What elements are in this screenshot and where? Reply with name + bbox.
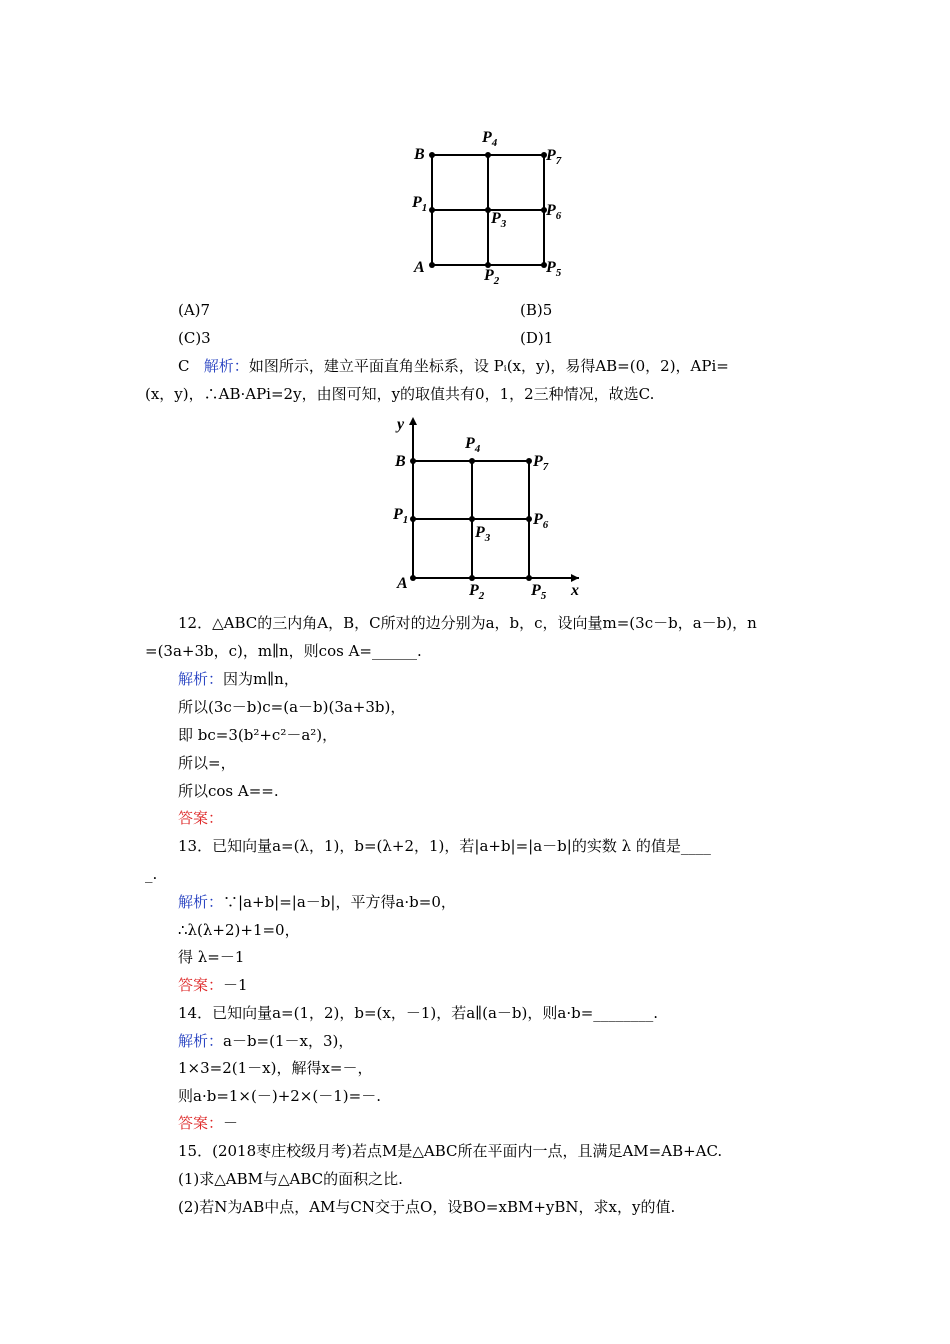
q13-answer: 答案：－1 <box>178 976 248 994</box>
svg-text:P1: $P_1$ <box>412 194 428 214</box>
svg-text:P1: $P_1$ <box>393 506 409 526</box>
q12-step3: 即 bc=3(b²+c²－a²)， <box>178 726 338 744</box>
grid-figure-1 <box>400 125 580 290</box>
svg-text:P3: $P_3$ <box>491 210 507 230</box>
q14-stem: 14．已知向量a=(1，2)，b=(x，－1)，若a∥(a－b)，则a·b=________. <box>178 1004 659 1022</box>
svg-text:P2: $P_2$ <box>469 582 485 602</box>
q12-step1: 解析：因为m∥n， <box>178 670 299 688</box>
svg-text:P7: $P_7$ <box>546 147 562 167</box>
q12-step5: 所以cos A==. <box>178 782 279 800</box>
option-d: (D)1 <box>520 329 554 347</box>
svg-text:P3: $P_3$ <box>475 524 491 544</box>
q15-stem: 15．(2018枣庄校级月考)若点M是△ABC所在平面内一点，且满足AM=AB+AC. <box>178 1142 723 1160</box>
label-B: B <box>414 146 425 163</box>
svg-text:P7: $P_7$ <box>533 453 549 473</box>
q14-step1: 解析：a－b=(1－x，3)， <box>178 1032 354 1050</box>
axis-y: y <box>397 416 405 433</box>
q11-solution-line1: C 解析：如图所示，建立平面直角坐标系，设 Pᵢ(x，y)，易得AB=(0，2)，APi= <box>178 357 729 375</box>
svg-text:P6: $P_6$ <box>546 202 562 222</box>
q13-step3: 得 λ=－1 <box>178 948 245 966</box>
svg-text:A: A <box>397 575 408 592</box>
q12-step2: 所以(3c－b)c=(a－b)(3a+3b)， <box>178 698 406 716</box>
svg-text:P5: $P_5$ <box>546 259 562 279</box>
q12-stem-line2: =(3a+3b，c)，m∥n，则cos A=______. <box>145 642 422 660</box>
svg-text:P4: $P_4$ <box>482 129 498 149</box>
q14-step2: 1×3=2(1－x)，解得x=－， <box>178 1059 373 1077</box>
option-c: (C)3 <box>178 329 211 347</box>
svg-text:P2: $P_2$ <box>484 267 500 287</box>
svg-text:P6: $P_6$ <box>533 511 549 531</box>
q12-stem-line1: 12．△ABC的三内角A，B，C所对的边分别为a，b，c，设向量m=(3c－b，a－b)，n <box>178 614 757 632</box>
q14-answer: 答案：－ <box>178 1114 239 1132</box>
svg-text:B: B <box>395 453 406 470</box>
q15-part2: (2)若N为AB中点，AM与CN交于点O，设BO=xBM+yBN，求x，y的值. <box>178 1198 676 1216</box>
svg-text:P5: $P_5$ <box>531 582 547 602</box>
svg-text:P4: $P_4$ <box>465 435 481 455</box>
label-A: A <box>414 259 425 276</box>
axis-x: x <box>571 582 579 599</box>
q15-part1: (1)求△ABM与△ABC的面积之比. <box>178 1170 403 1188</box>
q13-step2: ∴λ(λ+2)+1=0， <box>178 921 300 939</box>
q13-step1: 解析：∵|a+b|=|a－b|，平方得a·b=0， <box>178 893 456 911</box>
grid-figure-2 <box>385 413 595 605</box>
option-a: (A)7 <box>178 301 211 319</box>
q13-stem-line1: 13．已知向量a=(λ，1)，b=(λ+2，1)，若|a+b|=|a－b|的实数 λ 的值是____ <box>178 837 711 855</box>
option-b: (B)5 <box>520 301 553 319</box>
q12-answer: 答案： <box>178 809 224 827</box>
q14-step3: 则a·b=1×(－)+2×(－1)=－. <box>178 1087 381 1105</box>
q11-solution-line2: (x，y)，∴AB·APi=2y，由图可知，y的取值共有0，1，2三种情况，故选C. <box>145 385 655 403</box>
q12-step4: 所以=， <box>178 754 236 772</box>
q13-stem-line2: _. <box>145 865 158 883</box>
